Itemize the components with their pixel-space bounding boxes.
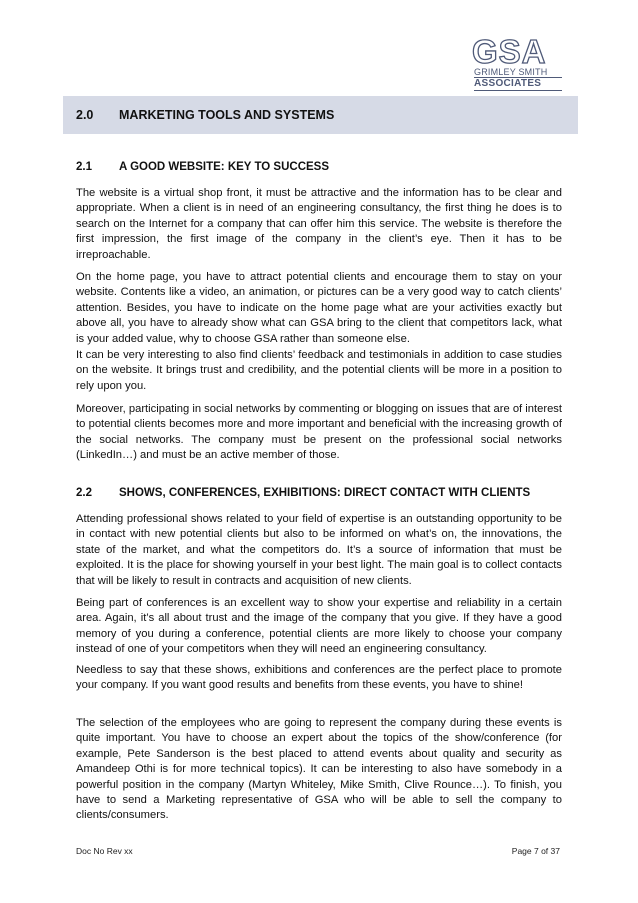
paragraph: Being part of conferences is an excellent way to show your expertise and reliability in a certain area. Again, it’s all about trust and the image of the company that you give. If they have a good memory of you during a conference, potential clients are more likely to choose your company instead of one of your competitors when they will need an engineering consultancy.: [76, 597, 562, 656]
footer-page-number: Page 7 of 37: [511, 846, 560, 856]
paragraph: Attending professional shows related to your field of expertise is an outstanding opportunity to be in contact with new potential clients but also to be informed on what’s on, the innovations, the state of the market, and what the competitors do. It’s a source of information that must be exploited. It is the place for showing yourself in your best light. The main goal is to collect contacts that will be likely to result in contracts and acquisition of new clients.: [76, 513, 562, 587]
footer-doc-number: Doc No Rev xx: [76, 846, 133, 856]
section-title: MARKETING TOOLS AND SYSTEMS: [119, 108, 335, 122]
subsection-number: 2.2: [76, 487, 92, 499]
logo-line-2: ASSOCIATES: [474, 78, 542, 89]
subsection-heading-2-1: [76, 161, 329, 173]
paragraph: It can be very interesting to also find clients’ feedback and testimonials in addition to case studies on the website. It brings trust and credibility, and the potential clients will be more in a position to rely upon you.: [76, 349, 562, 392]
logo-line-1: GRIMLEY SMITH: [474, 67, 548, 77]
logo-big-text: GSA: [472, 36, 547, 66]
section-number: 2.0: [76, 108, 94, 122]
paragraph: On the home page, you have to attract potential clients and encourage them to stay on your website. Contents like a video, an animation, or pictures can be a very good way to catch clients’ attention. Besides, you have to indicate on the home page what are your activities exactly but above all, you have to already show what can GSA bring to the client that competitors lack, what is your added value, why to choose GSA rather than someone else.: [76, 271, 562, 345]
subsection-number: 2.1: [76, 161, 92, 173]
paragraph: The selection of the employees who are going to represent the company during these events is quite important. You have to choose an expert about the topics of the show/conference (for example, Pete Sanderson is the best placed to attend events about quality and security as Amandeep Othi is for more technical topics). It can be interesting to also have somebody in a powerful position in the company (Martyn Whiteley, Mike Smith, Clive Rounce…). To finish, you have to send a Marketing representative of GSA who will be able to sell the company to clients/consumers.: [76, 717, 562, 822]
logo-underline: [474, 90, 562, 91]
paragraph: Needless to say that these shows, exhibitions and conferences are the perfect place to promote your company. If you want good results and benefits from these events, you have to shine!: [76, 664, 562, 692]
paragraph: Moreover, participating in social networks by commenting or blogging on issues that are of interest to potential clients becomes more and more important and beneficial with the increasing growth of the social networks. The company must be present on the professional social networks (LinkedIn…) and must be an active member of those.: [76, 403, 562, 462]
section-heading: [63, 96, 578, 134]
subsection-title: A GOOD WEBSITE: KEY TO SUCCESS: [119, 161, 330, 173]
subsection-title: SHOWS, CONFERENCES, EXHIBITIONS: DIRECT CONTACT WITH CLIENTS: [119, 487, 531, 499]
subsection-heading-2-2: [76, 487, 530, 499]
paragraph: The website is a virtual shop front, it must be attractive and the information has to be clear and appropriate. When a client is in need of an engineering consultancy, the first thing he does is to search on the Internet for a company that can offer him this service. The website is therefore the first impression, the first image of the company in the client’s eye. Then it has to be irreproachable.: [76, 187, 562, 261]
company-logo: [470, 36, 566, 92]
gsa-logo-mark: [470, 36, 566, 66]
